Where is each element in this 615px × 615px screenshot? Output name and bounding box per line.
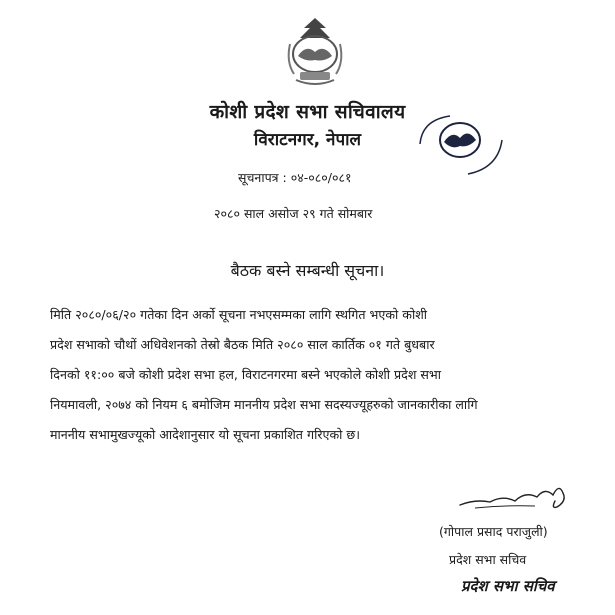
- notice-number: सूचनापत्र : ०४-०८०/०८१: [238, 170, 352, 185]
- body-line: प्रदेश सभाको चौथों अधिवेशनको तेस्रो बैठक मिति २०८० साल कार्तिक ०१ गते बुधबार: [50, 337, 435, 352]
- office-title: कोशी प्रदेश सभा सचिवालय: [209, 101, 406, 123]
- body-line: मिति २०८०/०६/२० गतेका दिन अर्को सूचना नभएसम्मका लागि स्थगित भएको कोशी: [50, 307, 428, 322]
- office-stamp-icon: [398, 110, 510, 210]
- signatory-name: (गोपाल प्रसाद पराजुली): [439, 524, 548, 539]
- body-line: माननीय सभामुखज्यूको आदेशानुसार यो सूचना प्रकाशित गरिएको छ।: [50, 427, 360, 442]
- notice-body: [50, 300, 590, 450]
- nepal-emblem-icon: [280, 14, 350, 90]
- office-location: विराटनगर, नेपाल: [253, 130, 362, 150]
- body-line: नियमावली, २०७४ को नियम ६ बमोजिम माननीय प्रदेश सभा सदस्यज्यूहरुको जानकारीका लागि: [50, 397, 478, 412]
- signatory-stamp: प्रदेश सभा सचिव: [461, 577, 555, 595]
- notice-date: २०८० साल असोज २९ गते सोमबार: [214, 206, 373, 221]
- signatory-title: प्रदेश सभा सचिव: [449, 552, 527, 567]
- body-line: दिनको ११:०० बजे कोशी प्रदेश सभा हल, विराटनगरमा बस्ने भएकोले कोशी प्रदेश सभा: [50, 367, 442, 382]
- signature-icon: [455, 475, 575, 515]
- notice-heading: बैठक बस्ने सम्बन्धी सूचना।: [230, 261, 385, 280]
